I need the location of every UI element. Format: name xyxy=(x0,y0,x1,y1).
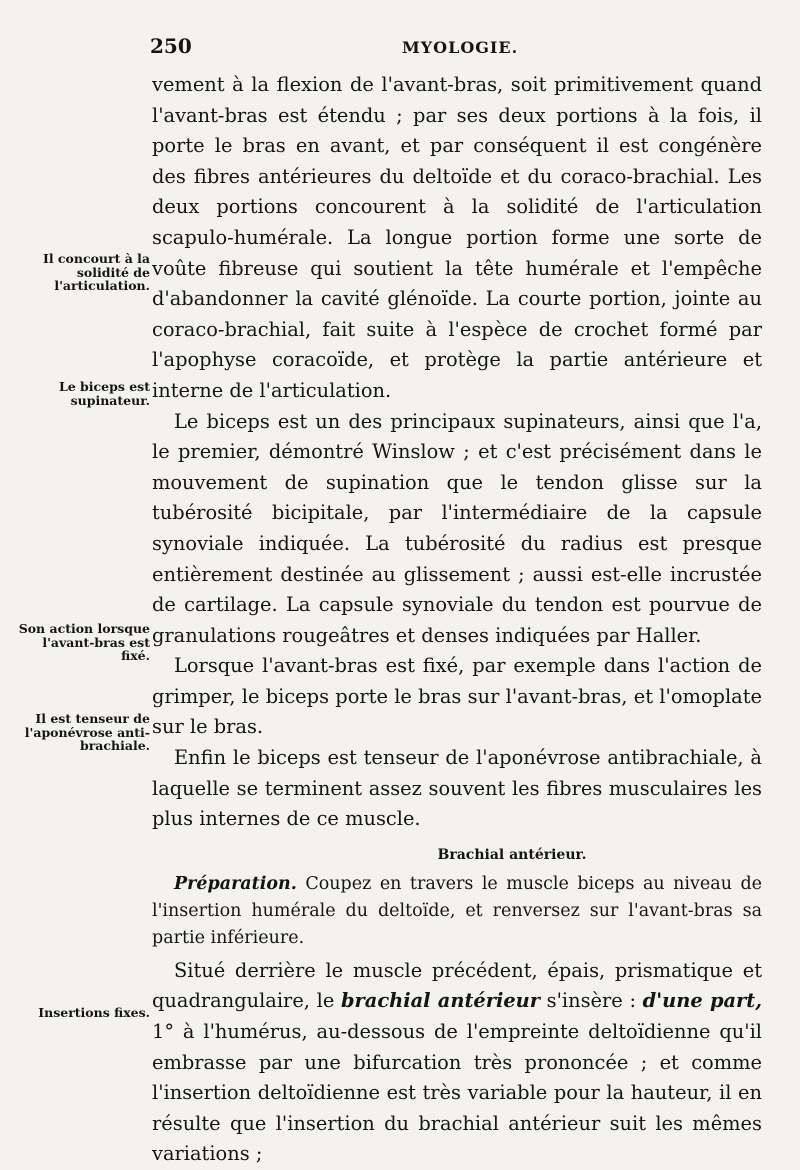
paragraph-avant-bras-fixe: Lorsque l'avant-bras est fixé, par exemple dans l'action de grimper, le biceps porte le bras sur l'avant-bras, et l'omoplate sur le bras. xyxy=(152,654,762,739)
page-header xyxy=(150,30,760,58)
insertions-text-3: 1° à l'humérus, au-dessous de l'empreinte deltoïdienne qu'il embrasse par une bifurcation très prononcée ; et comme l'insertion deltoïdienne est très variable pour la hauteur, il en résulte que l'insertion du brachial antérieur suit les mêmes variations ; xyxy=(152,1020,762,1166)
paragraph-insertions xyxy=(152,956,762,1170)
paragraph-articulation: vement à la flexion de l'avant-bras, soit primitivement quand l'avant-bras est étendu ; par ses deux portions à la fois, il porte le bras en avant, et par conséquent il est congénère des fibres antérieures du deltoïde et du coraco-brachial. Les deux portions concourent à la solidité de l'articulation scapulo-humérale. La longue portion forme une sorte de voûte fibreuse qui soutient la tête humérale et l'empêche d'abandonner la cavité glénoïde. La courte portion, jointe au coraco-brachial, fait suite à l'espèce de crochet formé par l'apophyse coracoïde, et protège la partie antérieure et interne de l'articulation. xyxy=(152,73,762,402)
paragraph-supinateur: Le biceps est un des principaux supinateurs, ainsi que l'a, le premier, démontré Winslow ; et c'est précisément dans le mouvement de supination que le tendon glisse sur la tubérosité bicipitale, par l'intermédiaire de la capsule synoviale indiquée. La tubérosité du radius est presque entièrement destinée au glissement ; aussi est-elle incrustée de cartilage. La capsule synoviale du tendon est pourvue de granulations rougeâtres et denses indiquées par Haller. xyxy=(152,409,762,647)
term-brachial-anterieur: brachial antérieur xyxy=(340,989,540,1013)
margin-note-action: Son action lorsque l'avant-bras est fixé. xyxy=(18,621,150,663)
paragraph-tenseur: Enfin le biceps est tenseur de l'aponévrose antibrachiale, à laquelle se terminent assez souvent les fibres musculaires les plus internes de ce muscle. xyxy=(152,746,762,831)
margin-note-insertions: Insertions fixes. xyxy=(38,1005,150,1020)
insertions-text-2: s'insère : xyxy=(539,989,643,1013)
page-number: 250 xyxy=(150,34,192,58)
preparation-text: Coupez en travers le muscle biceps au niveau de l'insertion humérale du deltoïde, et renversez sur l'avant-bras sa partie inférieure. xyxy=(152,873,762,948)
insertions-text-1: Situé derrière le muscle précédent, épais, prismatique et quadrangulaire, le xyxy=(152,958,762,1013)
term-d-une-part: d'une part, xyxy=(642,989,762,1013)
margin-note-tenseur: Il est tenseur de l'aponévrose anti-brachiale. xyxy=(24,711,150,753)
section-title: Brachial antérieur. xyxy=(437,846,587,863)
running-title: MYOLOGIE. xyxy=(402,38,519,57)
margin-note-solidite: Il concourt à la solidité de l'articulation. xyxy=(42,251,150,293)
preparation-label: Préparation. xyxy=(174,873,297,894)
main-text xyxy=(152,70,762,1170)
margin-note-supinateur: Le biceps est supinateur. xyxy=(58,379,150,408)
preparation-paragraph xyxy=(152,871,762,952)
